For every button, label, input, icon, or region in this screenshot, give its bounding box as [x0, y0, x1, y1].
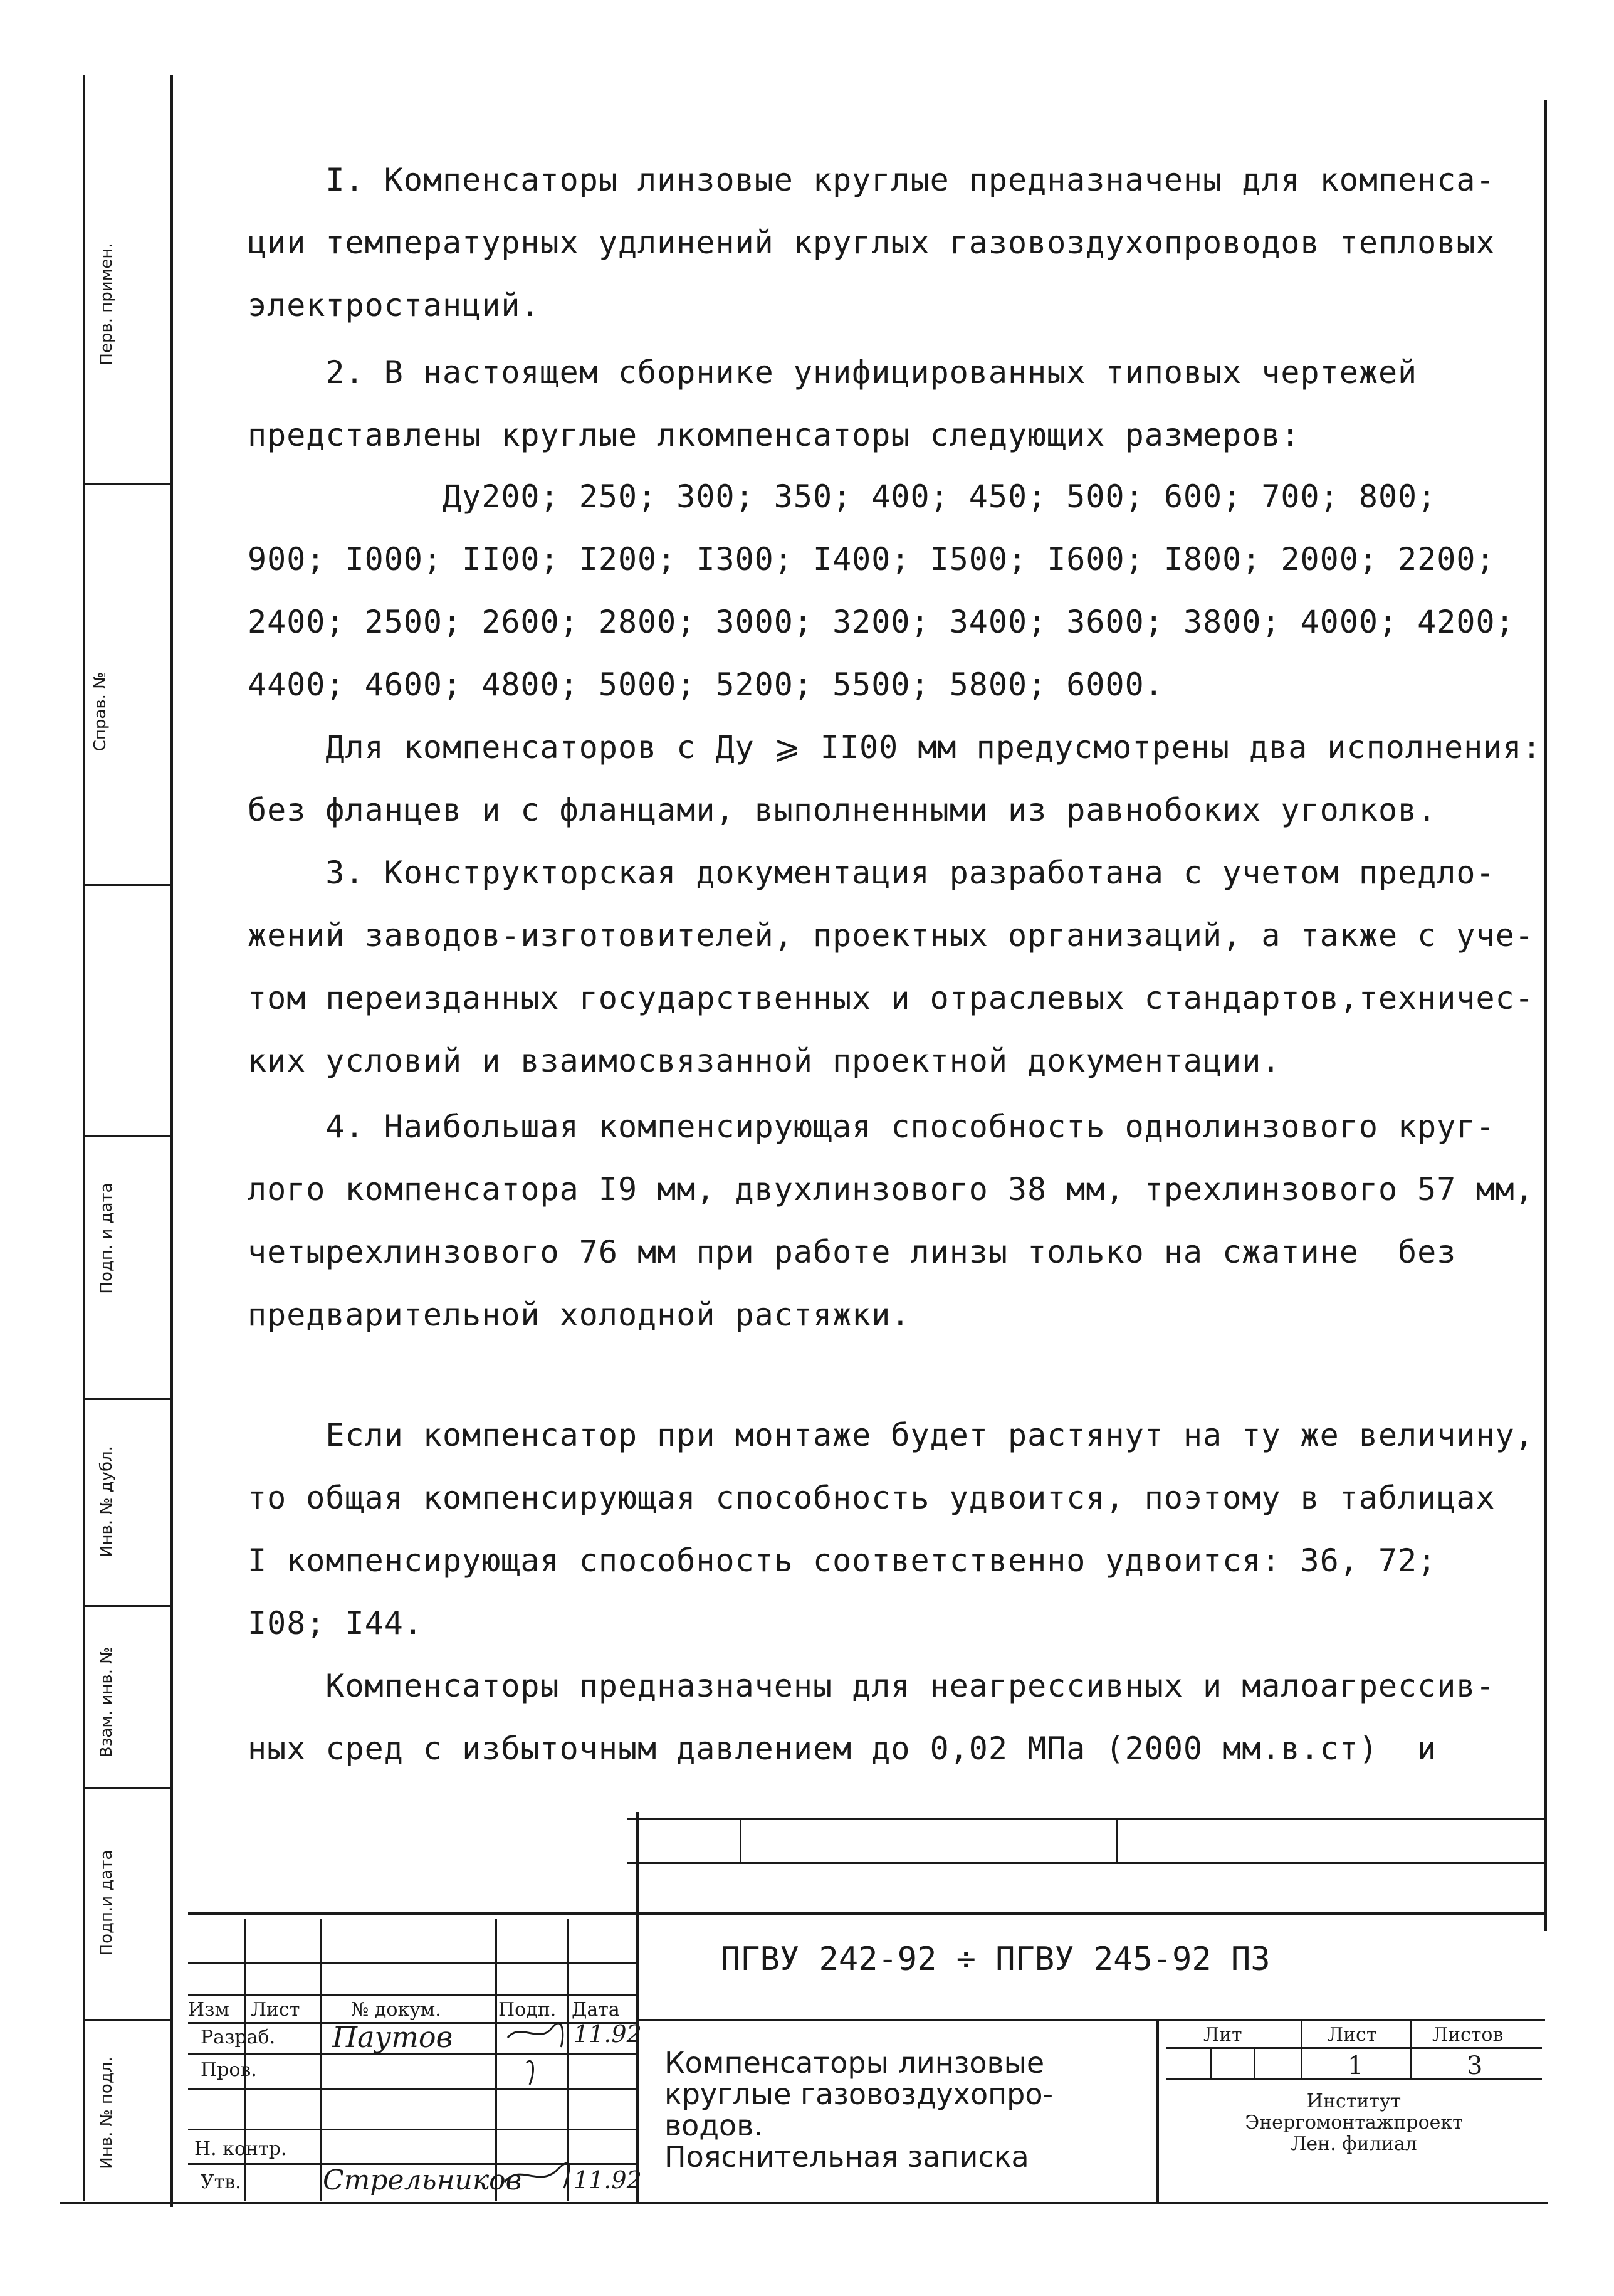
body-line: предварительной холодной растяжки. — [248, 1297, 911, 1333]
org-line: Энергомонтажпроект — [1245, 2112, 1463, 2134]
margin-outer-line — [83, 75, 85, 2201]
doc-title-line: водов. — [664, 2109, 763, 2142]
col-header-list: Лист — [251, 1999, 300, 2021]
body-line: четырехлинзового 76 мм при работе линзы только на сжатине без — [248, 1234, 1457, 1270]
doc-title-line: круглые газовоздухопро- — [664, 2077, 1054, 2111]
margin-sep-5 — [83, 1605, 172, 1607]
doc-code: ПГВУ 242-92 ÷ ПГВУ 245-92 ПЗ — [721, 1941, 1271, 1978]
stamp-line — [1166, 2047, 1542, 2049]
margin-label-inv-podl: Инв. № подл. — [97, 2056, 116, 2169]
body-line: лого компенсатора I9 мм, двухлинзового 38 мм, трехлинзового 57 мм, — [248, 1171, 1534, 1208]
body-line: 3. Конструкторская документация разработана с учетом предло- — [248, 855, 1496, 891]
body-line: 2400; 2500; 2600; 2800; 3000; 3200; 3400; 3600; 3800; 4000; 4200; — [248, 604, 1515, 640]
role-utv: Утв. — [201, 2171, 241, 2193]
stamp-line — [1410, 2020, 1412, 2080]
org-line: Лен. филиал — [1291, 2133, 1417, 2155]
stamp-line — [1210, 2049, 1212, 2079]
body-line: I. Компенсаторы линзовые круглые предназначены для компенса- — [248, 162, 1496, 198]
body-line: ных сред с избыточным давлением до 0,02 МПа (2000 мм.в.ст) и — [248, 1730, 1437, 1767]
role-prov: Пров. — [201, 2059, 257, 2081]
body-line: Если компенсатор при монтаже будет растянут на ту же величину, — [248, 1417, 1534, 1453]
body-line: 900; I000; II00; I200; I300; I400; I500; I600; I800; 2000; 2200; — [248, 541, 1496, 577]
margin-label-podp-data-1: Подп. и дата — [97, 1182, 116, 1294]
margin-label-vzam-inv: Взам. инв. № — [97, 1646, 116, 1758]
signature-utv-date: 11.92 — [574, 2166, 642, 2194]
body-line: 4. Наибольшая компенсирующая способность однолинзового круг- — [248, 1109, 1496, 1145]
list-label: Лист — [1328, 2024, 1377, 2046]
body-line: жений заводов-изготовителей, проектных организаций, а также с уче- — [248, 917, 1534, 954]
stamp-line — [188, 1994, 639, 1996]
stamp-line — [1116, 1818, 1118, 1862]
stamp-line — [188, 2129, 639, 2130]
body-line: представлены круглые лкомпенсаторы следующих размеров: — [248, 417, 1301, 453]
body-line: 4400; 4600; 4800; 5000; 5200; 5500; 5800; 6000. — [248, 666, 1164, 703]
body-line: I компенсирующая способность соответственно удвоится: 36, 72; — [248, 1542, 1437, 1579]
role-n-kontr: Н. контр. — [194, 2138, 287, 2160]
body-line: электростанций. — [248, 287, 540, 324]
body-line: том переизданных государственных и отраслевых стандартов,техничес- — [248, 980, 1534, 1016]
body-line: 2. В настоящем сборнике унифицированных типовых чертежей — [248, 354, 1418, 391]
bottom-frame-line — [60, 2202, 1548, 2204]
margin-label-podp-data-2: Подп.и дата — [97, 1850, 116, 1956]
margin-label-sprav-no: Справ. № — [91, 671, 110, 752]
margin-sep-4 — [83, 1398, 172, 1400]
lit-label: Лит — [1203, 2024, 1242, 2046]
stamp-line — [1254, 2049, 1255, 2079]
signature-razrab-name: Паутов — [332, 2020, 453, 2054]
doc-title — [664, 2047, 1053, 2172]
stamp-line — [188, 1962, 639, 1964]
stamp-line — [1156, 2020, 1159, 2202]
body-line: Для компенсаторов с Ду ⩾ II00 мм предусмотрены два исполнения: — [248, 729, 1542, 766]
col-header-data: Дата — [572, 1999, 620, 2021]
right-frame-line — [1544, 100, 1547, 1931]
signature-scribble — [501, 2019, 570, 2201]
margin-label-perv-primen: Перв. примен. — [97, 243, 116, 366]
body-line: Компенсаторы предназначены для неагрессивных и малоагрессив- — [248, 1668, 1496, 1704]
stamp-line — [1301, 2020, 1302, 2080]
stamp-line — [495, 1919, 497, 2201]
body-line: без фланцев и с фланцами, выполненными из равнобоких уголков. — [248, 792, 1437, 828]
col-header-izm: Изм — [188, 1999, 229, 2021]
stamp-line — [627, 1862, 1545, 1864]
list-value: 1 — [1348, 2051, 1364, 2080]
margin-label-inv-dubl: Инв. № дубл. — [97, 1446, 116, 1557]
role-razrab: Разраб. — [201, 2026, 276, 2048]
stamp-line — [188, 2088, 639, 2090]
margin-sep-3 — [83, 1135, 172, 1137]
body-line: то общая компенсирующая способность удвоится, поэтому в таблицах — [248, 1480, 1496, 1516]
body-line: I08; I44. — [248, 1605, 423, 1641]
signature-utv-name: Стрельников — [323, 2164, 522, 2196]
doc-title-line: Компенсаторы линзовые — [664, 2046, 1045, 2080]
listov-value: 3 — [1467, 2051, 1483, 2080]
org-line: Институт — [1306, 2090, 1402, 2112]
margin-sep-1 — [83, 483, 172, 485]
margin-sep-6 — [83, 1787, 172, 1789]
body-line: Ду200; 250; 300; 350; 400; 450; 500; 600; 700; 800; — [248, 478, 1437, 515]
stamp-line — [320, 1919, 322, 2201]
listov-label: Листов — [1432, 2024, 1504, 2046]
stamp-line — [740, 1818, 741, 1862]
col-header-doc-no: № докум. — [351, 1999, 441, 2021]
stamp-line — [627, 1818, 1545, 1820]
doc-title-line: Пояснительная записка — [664, 2140, 1029, 2174]
body-line: ции температурных удлинений круглых газовоздухопроводов тепловых — [248, 224, 1496, 261]
signature-razrab-date: 11.92 — [574, 2020, 642, 2048]
body-line: ких условий и взаимосвязанной проектной документации. — [248, 1043, 1281, 1079]
stamp-line — [639, 2019, 1545, 2021]
margin-inner-line — [170, 75, 173, 2207]
margin-sep-2 — [83, 884, 172, 886]
stamp-line — [636, 1812, 639, 2202]
col-header-podp: Подп. — [498, 1999, 557, 2021]
stamp-line — [188, 1912, 1545, 1915]
margin-sep-7 — [83, 2019, 172, 2021]
org-name — [1166, 2091, 1542, 2155]
